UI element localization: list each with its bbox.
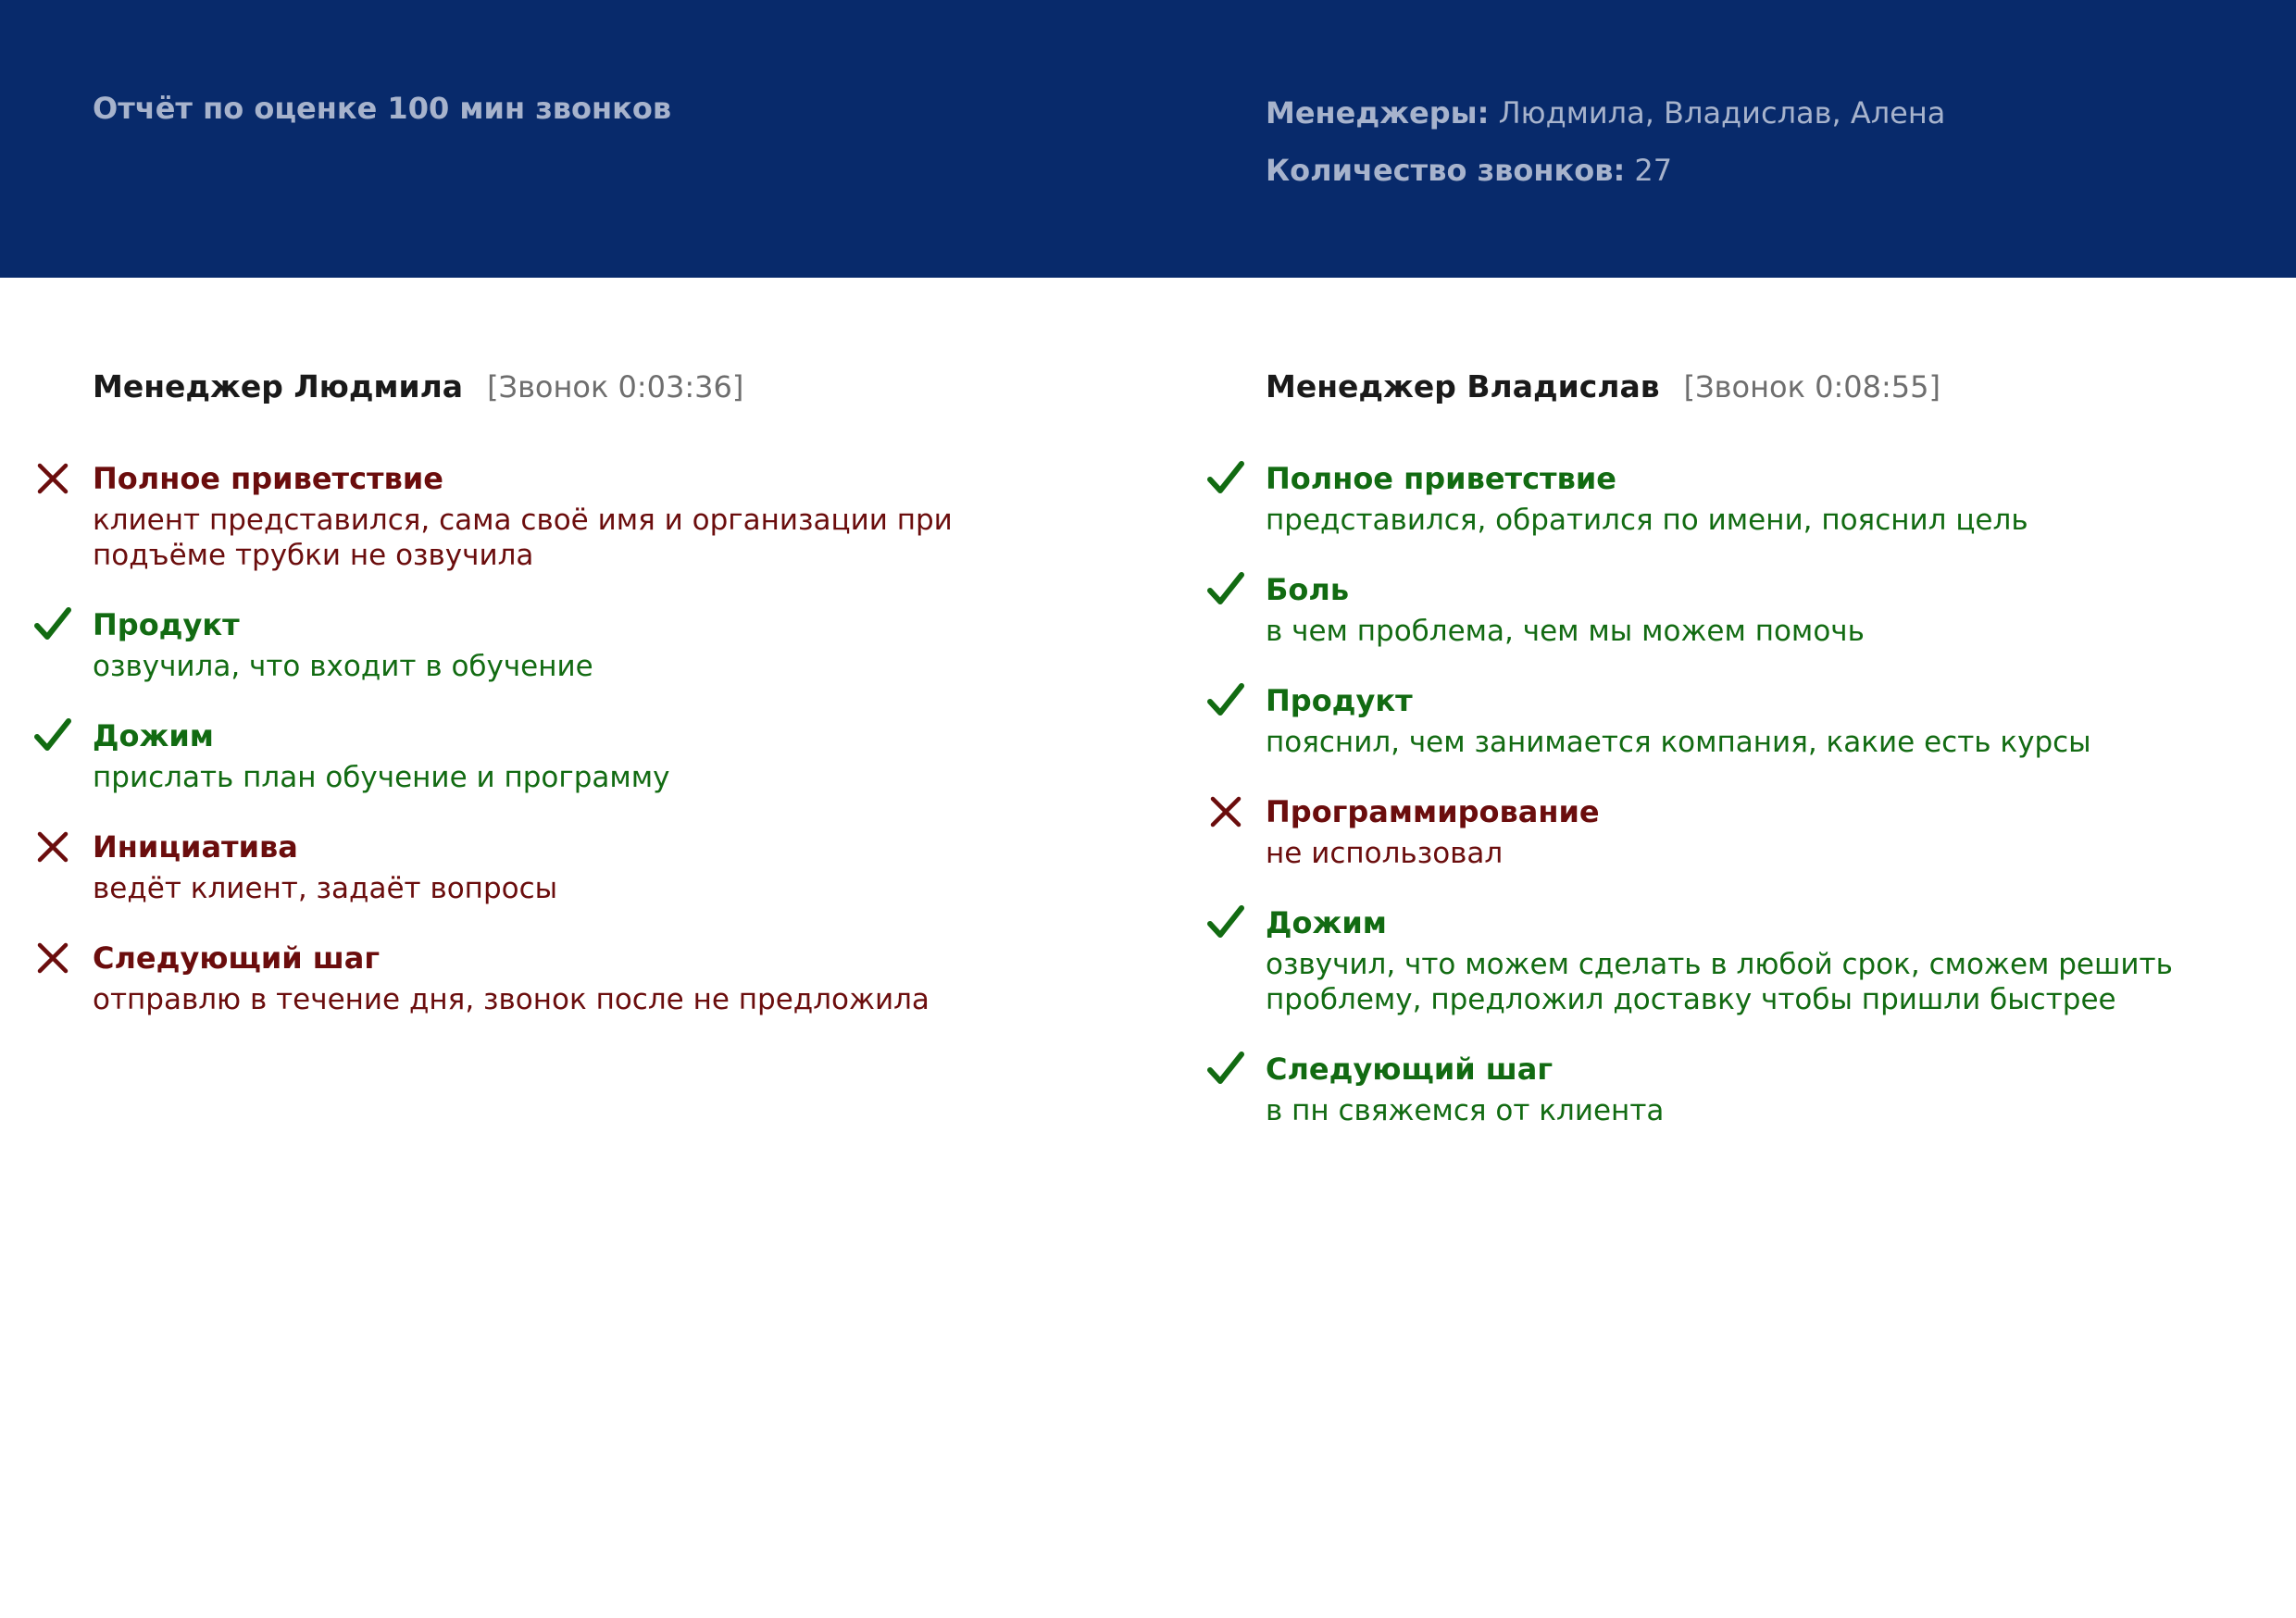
criterion-description: представился, обратился по имени, пояснил цель [1266, 504, 2028, 537]
managers-row [1266, 91, 1945, 135]
criterion-description: отправлю в течение дня, звонок после не предложила [93, 983, 930, 1016]
criteria-list [93, 458, 1092, 1017]
manager-card-vladislav [1266, 366, 2265, 1160]
criterion-item [1266, 680, 2265, 760]
manager-name: Менеджер Людмила [93, 368, 464, 404]
criterion-item [93, 938, 1092, 1017]
calls-count-row [1266, 148, 1945, 193]
manager-card-ludmila [93, 366, 1092, 1049]
report-meta [1266, 91, 1945, 205]
managers-label: Менеджеры: [1266, 95, 1490, 131]
criterion-description: пояснил, чем занимается компания, какие есть курсы [1266, 726, 2091, 759]
criterion-item [93, 827, 1092, 906]
manager-heading [93, 366, 1092, 408]
cross-icon [32, 827, 73, 867]
criterion-title: Продукт [93, 607, 240, 642]
criterion-item [1266, 902, 2265, 1017]
criterion-title: Полное приветствие [93, 461, 443, 496]
criterion-item [93, 716, 1092, 795]
calls-count-label: Количество звонков: [1266, 153, 1626, 188]
criterion-description: не использовал [1266, 837, 1504, 870]
criterion-description: озвучил, что можем сделать в любой срок, сможем решить проблему, предложил доставку чтобы пришли быстрее [1266, 948, 2173, 1016]
cross-icon [32, 458, 73, 499]
cross-icon [32, 938, 73, 978]
check-icon [1205, 458, 1246, 499]
criterion-title: Следующий шаг [1266, 1052, 1554, 1087]
criterion-title: Боль [1266, 572, 1350, 607]
check-icon [1205, 1049, 1246, 1089]
manager-heading [1266, 366, 2265, 408]
criterion-title: Продукт [1266, 683, 1413, 718]
check-icon [1205, 680, 1246, 721]
check-icon [32, 716, 73, 756]
manager-name: Менеджер Владислав [1266, 368, 1660, 404]
criterion-item [1266, 569, 2265, 649]
criterion-description: в пн свяжемся от клиента [1266, 1094, 1665, 1127]
criterion-item [1266, 791, 2265, 871]
criterion-title: Полное приветствие [1266, 461, 1616, 496]
report-header [0, 0, 2296, 278]
criterion-item [93, 458, 1092, 573]
report-title: Отчёт по оценке 100 мин звонков [93, 91, 672, 126]
criteria-list [1266, 458, 2265, 1128]
cross-icon [1205, 791, 1246, 832]
criterion-description: озвучила, что входит в обучение [93, 650, 593, 683]
criterion-item [1266, 458, 2265, 538]
criterion-description: в чем проблема, чем мы можем помочь [1266, 615, 1865, 648]
criterion-title: Следующий шаг [93, 940, 381, 976]
check-icon [1205, 569, 1246, 610]
calls-count-value: 27 [1625, 153, 1673, 188]
criterion-title: Инициатива [93, 829, 298, 865]
criterion-description: прислать план обучение и программу [93, 761, 670, 794]
managers-value: Людмила, Владислав, Алена [1489, 95, 1946, 131]
criterion-item [93, 604, 1092, 684]
call-duration: [Звонок 0:08:55] [1683, 369, 1940, 404]
check-icon [32, 604, 73, 645]
check-icon [1205, 902, 1246, 943]
call-duration: [Звонок 0:03:36] [487, 369, 744, 404]
criterion-title: Дожим [1266, 905, 1387, 940]
criterion-title: Программирование [1266, 794, 1600, 829]
criterion-description: ведёт клиент, задаёт вопросы [93, 872, 558, 905]
criterion-title: Дожим [93, 718, 214, 753]
criterion-description: клиент представился, сама своё имя и организации при подъёме трубки не озвучила [93, 504, 953, 572]
criterion-item [1266, 1049, 2265, 1128]
